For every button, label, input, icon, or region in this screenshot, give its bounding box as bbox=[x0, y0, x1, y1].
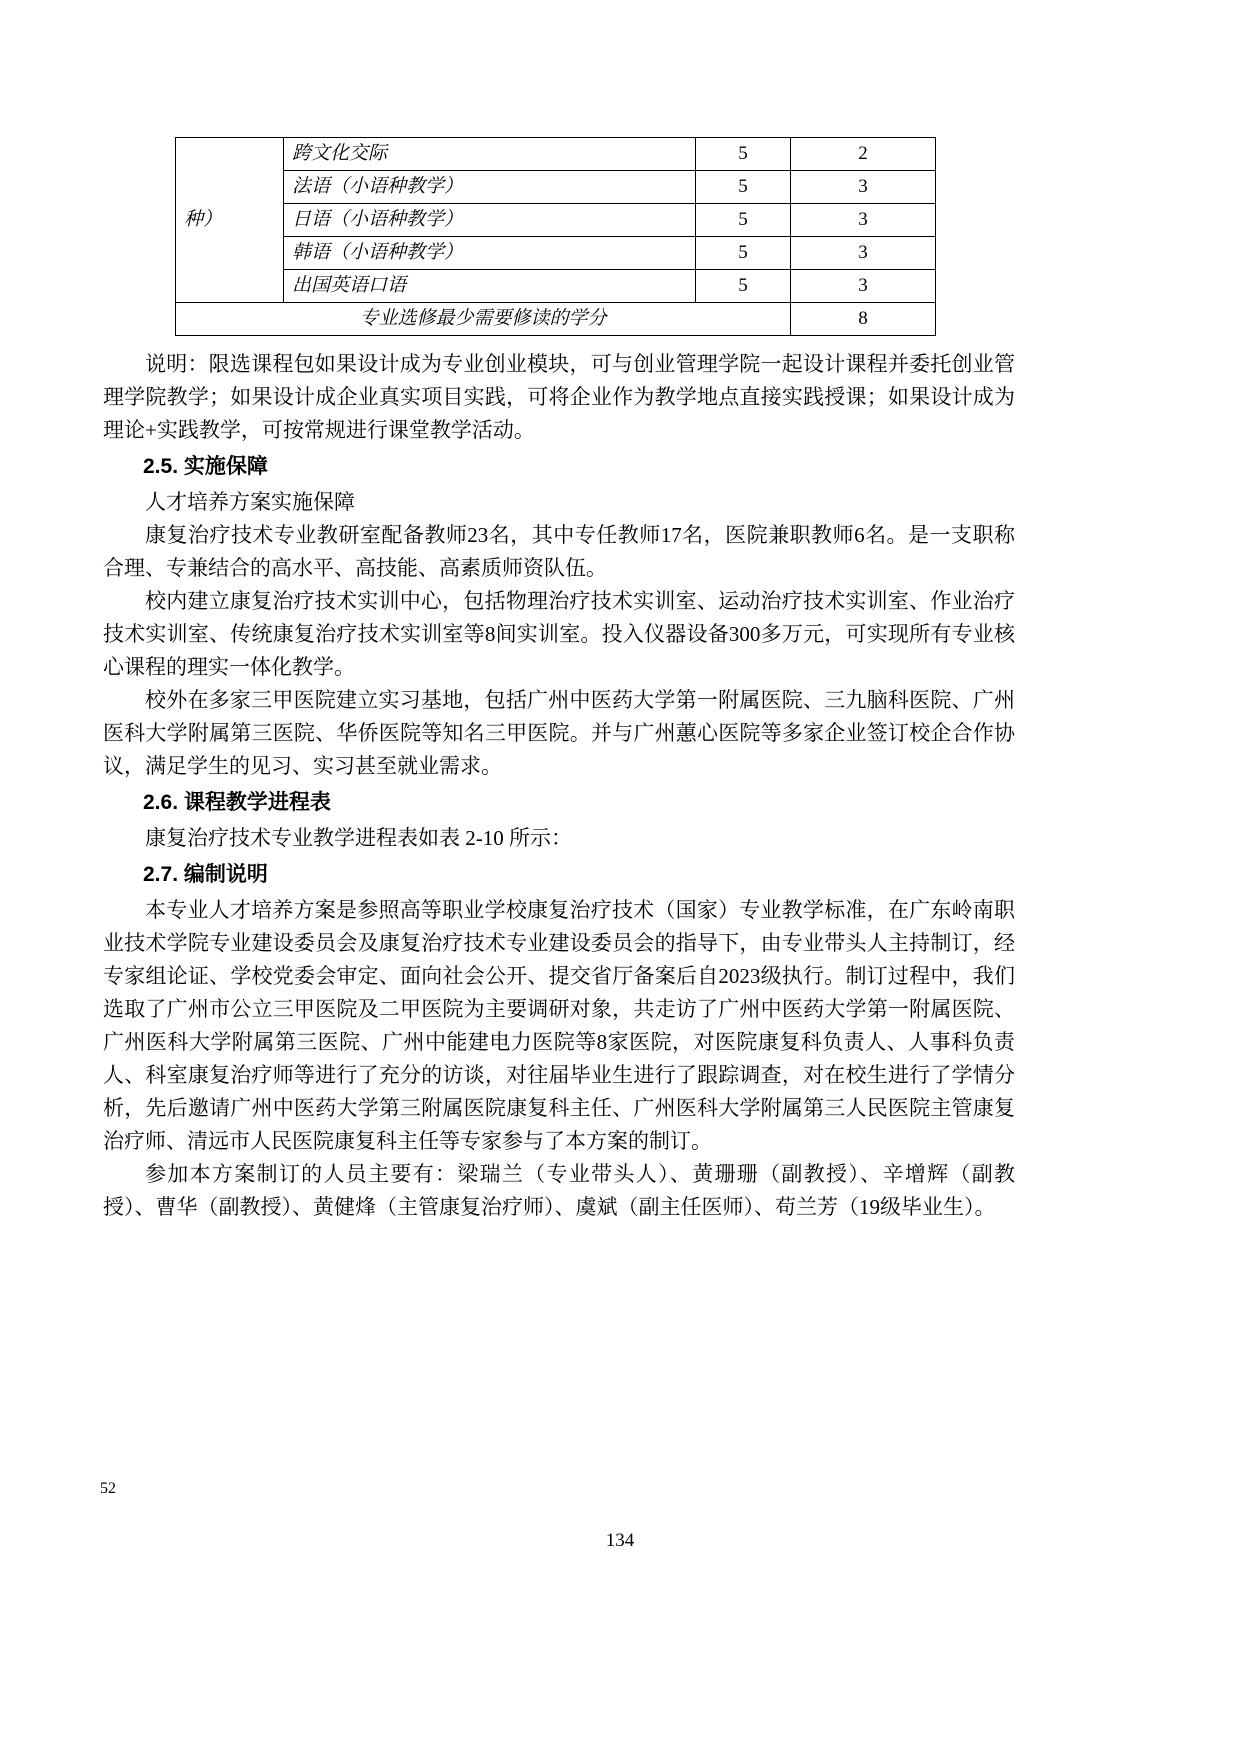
paragraph-hospitals: 校外在多家三甲医院建立实习基地，包括广州中医药大学第一附属医院、三九脑科医院、广州医科大学附属第三医院、华侨医院等知名三甲医院。并与广州蕙心医院等多家企业签订校企合作协议，满足学生的见习、实习甚至就业需求。 bbox=[103, 688, 1015, 778]
table-summary-row bbox=[176, 303, 936, 336]
side-number: 52 bbox=[100, 1480, 116, 1497]
table-row bbox=[176, 237, 936, 270]
course-name-cell: 韩语（小语种教学） bbox=[284, 237, 696, 270]
course-hours-cell: 2 bbox=[791, 138, 936, 171]
section-heading-2-5: 2.5. 实施保障 bbox=[143, 455, 268, 478]
section-heading-2-7: 2.7. 编制说明 bbox=[143, 863, 268, 886]
elective-course-table bbox=[175, 137, 936, 336]
note-paragraph: 说明：限选课程包如果设计成为专业创业模块，可与创业管理学院一起设计课程并委托创业管理学院教学；如果设计成企业真实项目实践，可将企业作为教学地点直接实践授课；如果设计成为理论+实践教学，可按常规进行课堂教学活动。 bbox=[103, 352, 1015, 442]
course-hours-cell: 3 bbox=[791, 270, 936, 303]
table-row bbox=[176, 270, 936, 303]
course-name-cell: 出国英语口语 bbox=[284, 270, 696, 303]
course-credit-cell: 5 bbox=[696, 171, 791, 204]
course-hours-cell: 3 bbox=[791, 237, 936, 270]
table-row bbox=[176, 138, 936, 171]
table-row bbox=[176, 171, 936, 204]
course-credit-cell: 5 bbox=[696, 138, 791, 171]
paragraph-schedule-ref: 康复治疗技术专业教学进程表如表 2-10 所示： bbox=[145, 826, 572, 850]
course-credit-cell: 5 bbox=[696, 270, 791, 303]
paragraph-compilation: 本专业人才培养方案是参照高等职业学校康复治疗技术（国家）专业教学标准，在广东岭南职业技术学院专业建设委员会及康复治疗技术专业建设委员会的指导下，由专业带头人主持制订，经专家组论证、学校党委会审定、面向社会公开、提交省厅备案后自2023级执行。制订过程中，我们选取了广州市公立三甲医院及二甲医院为主要调研对象，共走访了广州中医药大学第一附属医院、广州医科大学附属第三医院、广州中能建电力医院等8家医院，对医院康复科负责人、人事科负责人、科室康复治疗师等进行了充分的访谈，对往届毕业生进行了跟踪调查，对在校生进行了学情分析，先后邀请广州中医药大学第三附属医院康复科主任、广州医科大学附属第三人民医院主管康复治疗师、清远市人民医院康复科主任等专家参与了本方案的制订。 bbox=[103, 898, 1015, 1153]
section-heading-2-6: 2.6. 课程教学进程表 bbox=[143, 791, 331, 814]
paragraph-teachers: 康复治疗技术专业教研室配备教师23名，其中专任教师17名，医院兼职教师6名。是一支职称合理、专兼结合的高水平、高技能、高素质师资队伍。 bbox=[103, 523, 1015, 580]
course-hours-cell: 3 bbox=[791, 204, 936, 237]
paragraph-training-center: 校内建立康复治疗技术实训中心，包括物理治疗技术实训室、运动治疗技术实训室、作业治疗技术实训室、传统康复治疗技术实训室等8间实训室。投入仪器设备300多万元，可实现所有专业核心课程的理实一体化教学。 bbox=[103, 589, 1015, 679]
table-row bbox=[176, 204, 936, 237]
course-name-cell: 跨文化交际 bbox=[284, 138, 696, 171]
summary-value-cell: 8 bbox=[791, 303, 936, 336]
paragraph-participants: 参加本方案制订的人员主要有：梁瑞兰（专业带头人）、黄珊珊（副教授）、辛增辉（副教授）、曹华（副教授）、黄健烽（主管康复治疗师）、虞斌（副主任医师）、苟兰芳（19级毕业生）。 bbox=[103, 1162, 1015, 1219]
course-hours-cell: 3 bbox=[791, 171, 936, 204]
course-credit-cell: 5 bbox=[696, 237, 791, 270]
course-credit-cell: 5 bbox=[696, 204, 791, 237]
course-name-cell: 法语（小语种教学） bbox=[284, 171, 696, 204]
section-2-5-intro: 人才培养方案实施保障 bbox=[145, 490, 355, 514]
page-content bbox=[103, 137, 1015, 1224]
category-stub-cell: 种） bbox=[176, 138, 284, 303]
course-name-cell: 日语（小语种教学） bbox=[284, 204, 696, 237]
summary-label-cell: 专业选修最少需要修读的学分 bbox=[176, 303, 791, 336]
page-number: 134 bbox=[605, 1530, 635, 1551]
